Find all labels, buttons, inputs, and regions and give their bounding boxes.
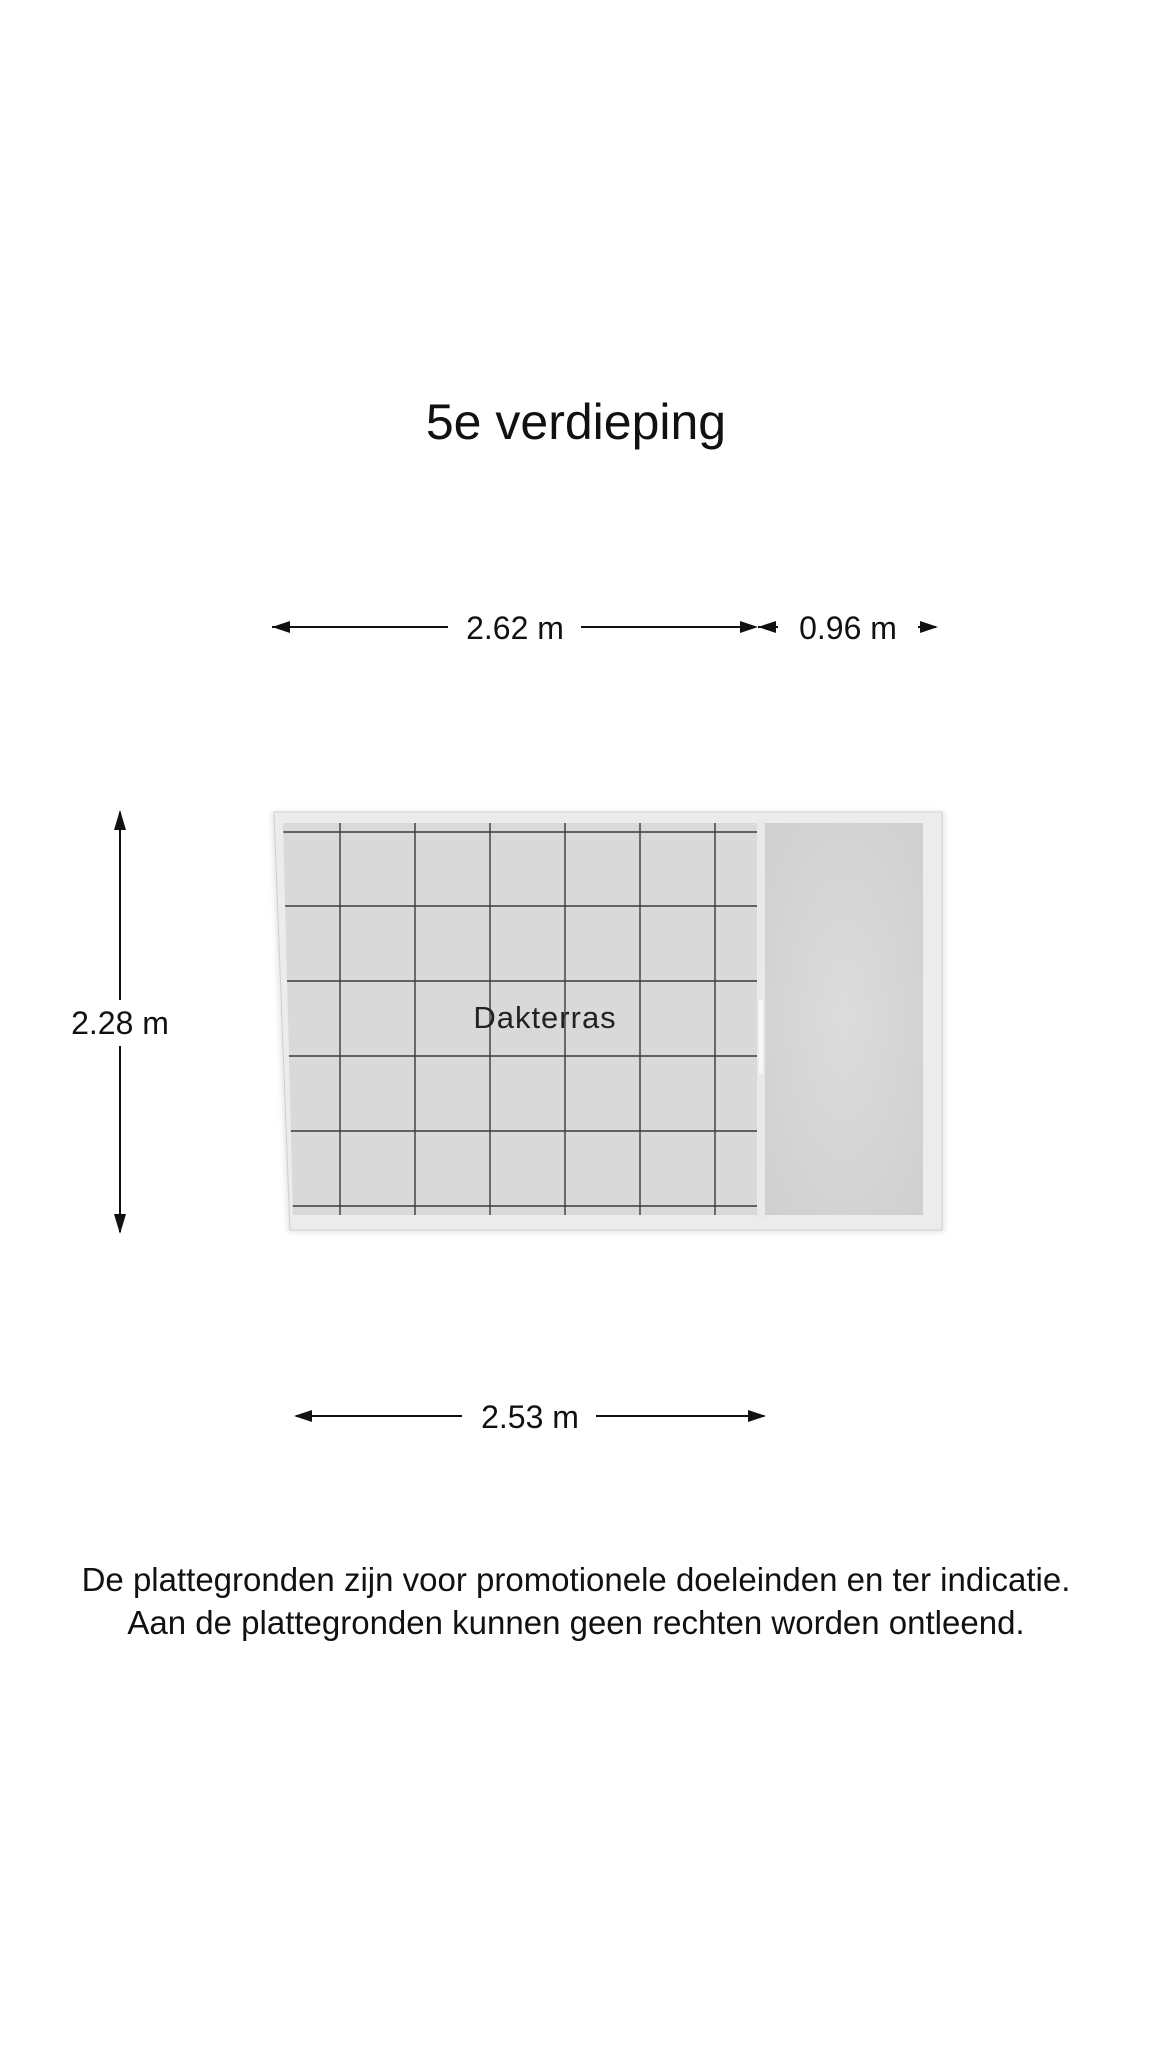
dimension-bottom-label: 2.53 m bbox=[481, 1399, 579, 1435]
arrow-left-icon bbox=[272, 621, 290, 633]
dimension-bottom bbox=[294, 1399, 766, 1435]
dimension-left bbox=[71, 810, 169, 1234]
room-label: Dakterras bbox=[473, 1000, 617, 1035]
arrow-right-icon bbox=[740, 621, 758, 633]
disclaimer-line-2: Aan de plattegronden kunnen geen rechten worden ontleend. bbox=[127, 1604, 1025, 1641]
side-zone bbox=[765, 823, 923, 1215]
dimension-top-side bbox=[758, 610, 938, 646]
dimension-top-side-label: 0.96 m bbox=[799, 610, 897, 646]
disclaimer bbox=[0, 1558, 1152, 1644]
page-title: 5e verdieping bbox=[425, 394, 727, 450]
dimension-left-label: 2.28 m bbox=[71, 1005, 169, 1041]
arrow-right-icon bbox=[920, 621, 938, 633]
arrow-left-icon bbox=[294, 1410, 312, 1422]
disclaimer-line-1: De plattegronden zijn voor promotionele doeleinden en ter indicatie. bbox=[81, 1561, 1071, 1598]
room-dakterras bbox=[270, 812, 944, 1232]
dimension-top-main-label: 2.62 m bbox=[466, 610, 564, 646]
dimension-top-main bbox=[272, 610, 758, 646]
arrow-left-icon bbox=[758, 621, 776, 633]
arrow-right-icon bbox=[748, 1410, 766, 1422]
arrow-up-icon bbox=[114, 810, 126, 830]
arrow-down-icon bbox=[114, 1214, 126, 1234]
